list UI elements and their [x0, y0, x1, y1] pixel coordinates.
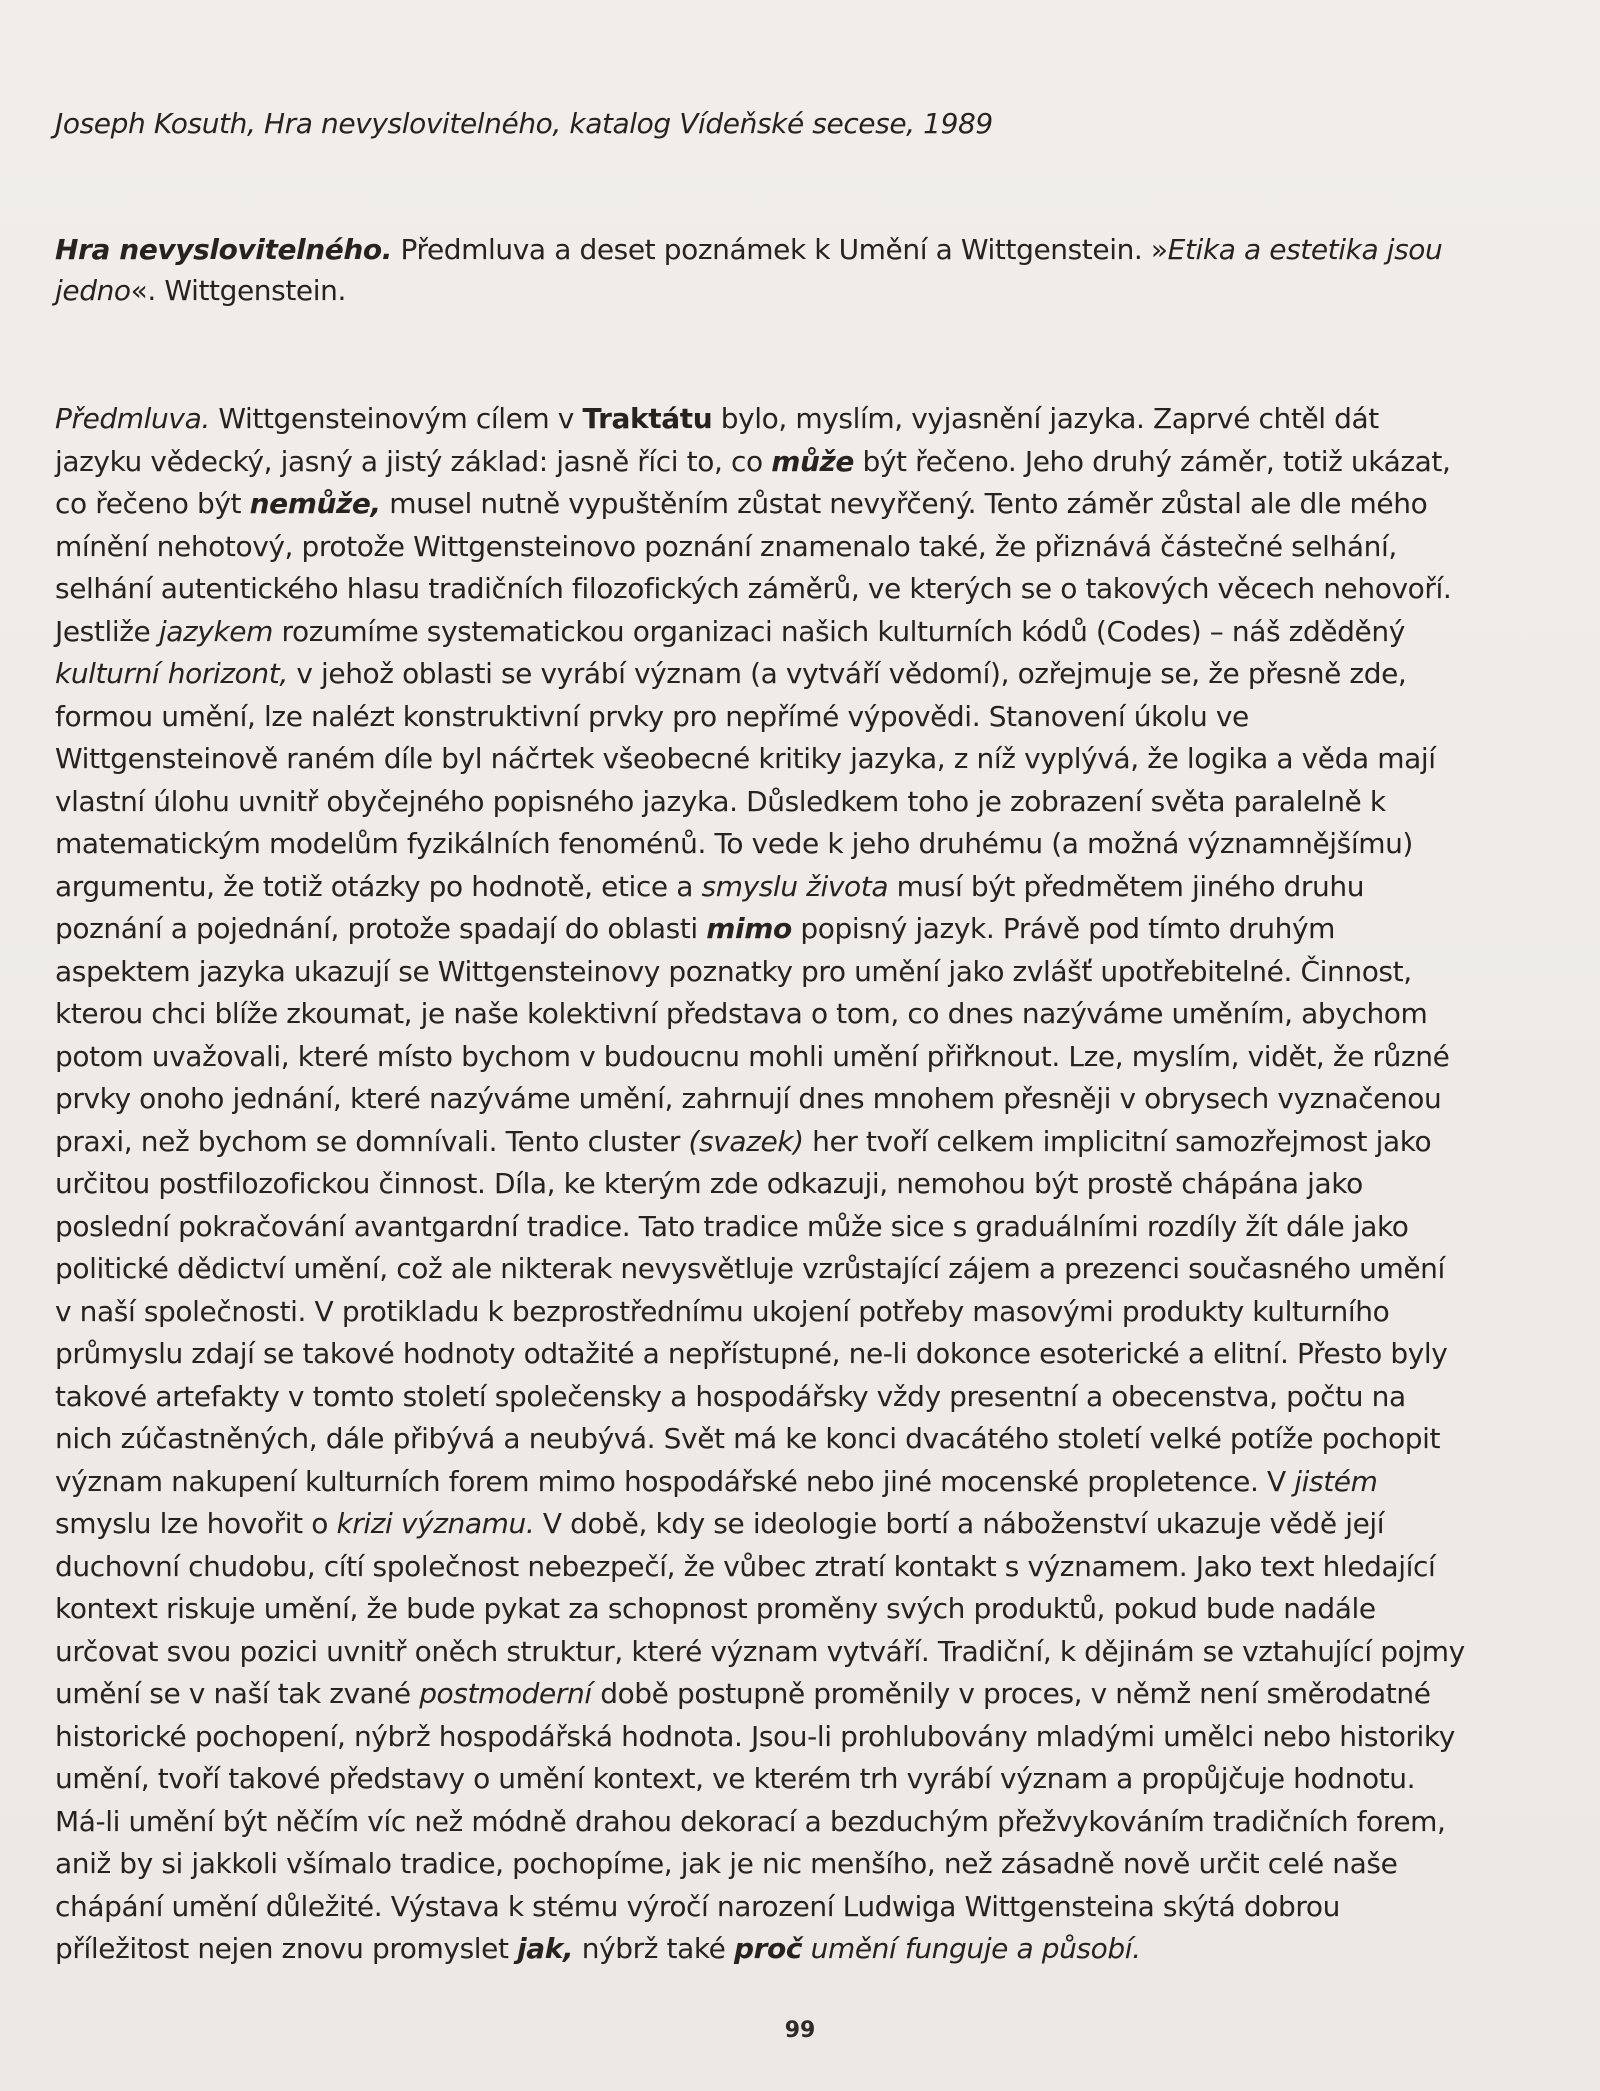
body-text-run: popisný jazyk. Právě pod tímto druhým aspektem jazyka ukazují se Wittgensteinovy poznatky pro umění jako zvlášť upotřebitelné. Činnost, kterou chci blíže zkoumat, je naše kolektivní představa o tom, co dnes nazýváme uměním, abychom potom uvažovali, které místo bychom v budoucnu mohli umění přiřknout. Lze, myslím, vidět, že různé prvky onoho jednání, které nazýváme umění, zahrnují dnes mnohem přesněji v obrysech vyznačenou praxi, než bychom se domnívali. Tento cluster	[55, 912, 1450, 1158]
body-text-run: době postupně proměnily v proces, v němž není směrodatné historické pochopení, nýbrž hospodářská hodnota. Jsou-li prohlubovány mladými umělci nebo historiky umění, tvoří takové představy o umění kontext, ve kterém trh vyrábí význam a propůjčuje hodnotu. Má-li umění být něčím víc než módně drahou dekorací a bezduchým přežvykováním tradičních forem, aniž by si jakkoli všímalo tradice, pochopíme, jak je nic menšího, než zásadně nově určit celé naše chápání umění důležité. Výstava k stému výročí narození Ludwiga Wittgensteina skýtá dobrou příležitost nejen znovu promyslet	[55, 1677, 1455, 1965]
body-text-run: smyslu lze hovořit o	[55, 1507, 337, 1540]
heading-quote: Etika a estetika jsou jedno	[55, 233, 1443, 307]
body-text-run: V době, kdy se ideologie bortí a náboženství ukazuje vědě její duchovní chudobu, cítí společnost nebezpečí, že vůbec ztratí kontakt s významem. Jako text hledající kontext riskuje umění, že bude pykat za schopnost proměny svých produktů, pokud bude nadále určovat svou pozici uvnitř oněch struktur, které význam vytváří. Tradiční, k dějinám se vztahující pojmy umění se v naší tak zvané	[55, 1507, 1465, 1710]
body-text-run: bylo, myslím, vyjasnění jazyka. Zaprvé chtěl dát jazyku vědecký, jasný a jistý základ: jasně říci to, co	[55, 402, 1379, 478]
body-text-run: her tvoří celkem implicitní samozřejmost jako určitou postfilozofickou činnost. Díla, ke kterým zde odkazuji, nemohou být prostě chápána jako poslední pokračování avantgardní tradice. Tato tradice může sice s graduálními rozdíly žít dále jako politické dědictví umění, což ale nikterak nevysvětluje vzrůstající zájem a prezenci současného umění v naší společnosti. V protikladu k bezprostřednímu ukojení potřeby masovými produkty kulturního průmyslu zdají se takové hodnoty odtažité a nepřístupné, ne-li dokonce esoterické a elitní. Přesto byly takové artefakty v tomto století společensky a hospodářsky vždy presentní a obecenstva, počtu na nich zúčastněných, dále přibývá a neubývá. Svět má ke konci dvacátého století velké potíže pochopit význam nakupení kulturních forem mimo hospodářské nebo jiné mocenské propletence. V	[55, 1124, 1448, 1498]
emphasis-text: kulturní horizont,	[55, 657, 288, 690]
emphasis-text: Traktátu	[582, 402, 713, 435]
heading-subtitle: Předmluva a deset poznámek k Umění a Wittgenstein. »	[391, 233, 1168, 266]
heading-quote-attribution: «. Wittgenstein.	[130, 274, 346, 307]
emphasis-text: jak,	[517, 1932, 574, 1965]
emphasis-text: proč	[734, 1932, 803, 1965]
emphasis-text: umění funguje a působí.	[810, 1932, 1141, 1965]
body-text-run	[802, 1932, 811, 1965]
body-text-run: nýbrž také	[573, 1932, 734, 1965]
heading-title: Hra nevyslovitelného.	[55, 233, 392, 266]
emphasis-text: jazykem	[158, 614, 273, 648]
emphasis-text: jistém	[1294, 1464, 1378, 1498]
source-citation: Joseph Kosuth, Hra nevyslovitelného, katalog Vídeňské secese, 1989	[55, 107, 993, 140]
body-text-run: rozumíme systematickou organizaci našich kulturních kódů (Codes) – náš zděděný	[272, 614, 1405, 648]
body-text-run: musí být předmětem jiného druhu poznání a pojednání, protože spadají do oblasti	[55, 869, 1365, 945]
section-heading	[55, 229, 1465, 311]
emphasis-text: smyslu života	[701, 869, 889, 903]
emphasis-text: mimo	[706, 912, 792, 945]
emphasis-text: nemůže,	[249, 487, 381, 520]
body-text-run: Wittgensteinovým cílem v	[209, 402, 583, 435]
body-text-run: být řečeno. Jeho druhý záměr, totiž ukázat, co řečeno být	[55, 444, 1451, 520]
emphasis-text: krizi významu.	[336, 1507, 535, 1540]
emphasis-text: (svazek)	[688, 1124, 804, 1158]
body-text-run: musel nutně vypuštěním zůstat nevyřčený. Tento záměr zůstal ale dle mého mínění nehotový, protože Wittgensteinovo poznání znamenalo také, že přiznává částečné selhání, selhání autentického hlasu tradičních filozofických záměrů, ve kterých se o takových věcech nehovoří. Jestliže	[55, 487, 1452, 648]
body-text-run: v jehož oblasti se vyrábí význam (a vytváří vědomí), ozřejmuje se, že přesně zde, formou umění, lze nalézt konstruktivní prvky pro nepřímé výpovědi. Stanovení úkolu ve Wittgensteinově raném díle byl náčrtek všeobecné kritiky jazyka, z níž vyplývá, že logika a věda mají vlastní úlohu uvnitř obyčejného popisného jazyka. Důsledkem toho je zobrazení světa paralelně k matematickým modelům fyzikálních fenoménů. To vede k jeho druhému (a možná významnějšímu) argumentu, že totiž otázky po hodnotě, etice a	[55, 657, 1436, 903]
page-number: 99	[784, 2018, 816, 2043]
emphasis-text: může	[771, 444, 854, 478]
emphasis-text: Předmluva.	[55, 402, 210, 435]
emphasis-text: postmoderní	[419, 1677, 592, 1710]
body-paragraph	[55, 398, 1465, 1971]
